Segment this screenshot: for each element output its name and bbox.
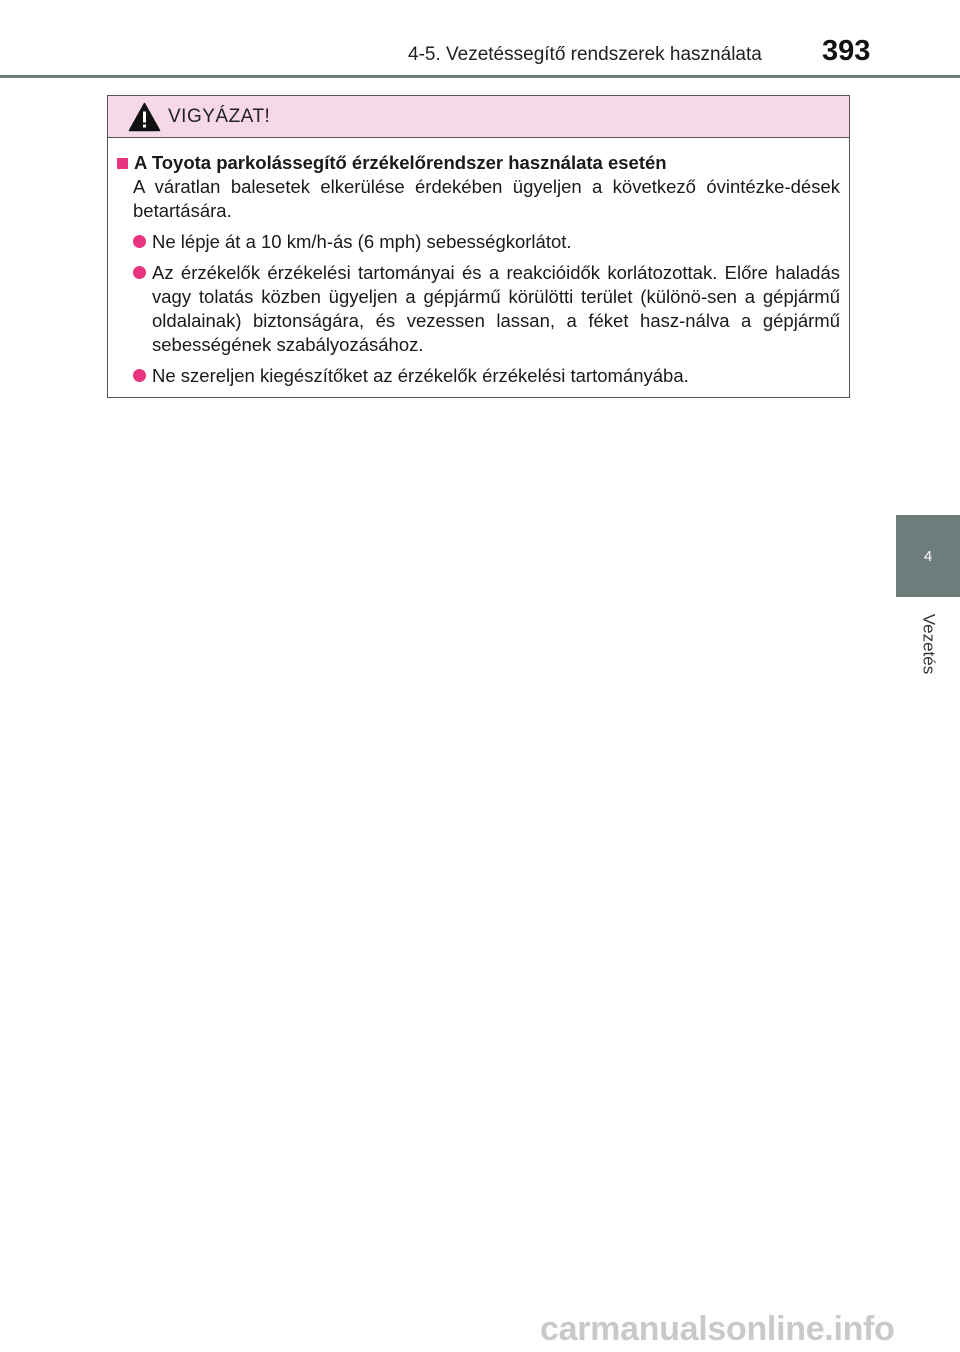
square-bullet-icon — [117, 158, 128, 169]
list-item-text: Ne lépje át a 10 km/h-ás (6 mph) sebességkorlátot. — [152, 231, 572, 252]
list-item-text: Ne szereljen kiegészítőket az érzékelők érzékelési tartományába. — [152, 365, 689, 386]
chapter-label-text: Vezetés — [919, 613, 938, 675]
header-rule — [0, 75, 960, 78]
list-item — [133, 364, 840, 388]
caution-header — [108, 96, 849, 138]
intro-paragraph: A váratlan balesetek elkerülése érdekében ügyeljen a következő óvintézke-dések betartására. — [133, 176, 840, 221]
section-heading-text: A Toyota parkolássegítő érzékelőrendszer használata esetén — [134, 152, 667, 173]
section-title: 4-5. Vezetéssegítő rendszerek használata — [408, 44, 762, 65]
list-item-text: Az érzékelők érzékelési tartományai és a reakcióidők korlátozottak. Előre haladás vagy tolatás közben ügyeljen a gépjármű körülötti terület (különö-sen a gépjármű oldalainak) biztonságára, és vezessen lassan, a féket hasz-nálva a gépjármű sebességének szabályozásához. — [152, 262, 840, 355]
dot-bullet-icon — [133, 369, 146, 382]
caution-box — [107, 95, 850, 398]
dot-bullet-icon — [133, 266, 146, 279]
page-number: 393 — [822, 35, 871, 67]
list-item — [133, 261, 840, 357]
section-heading — [117, 151, 840, 175]
dot-bullet-icon — [133, 235, 146, 248]
caution-title: VIGYÁZAT! — [168, 105, 271, 127]
chapter-tab[interactable] — [896, 515, 960, 597]
chapter-label — [896, 604, 960, 684]
list-item — [133, 230, 840, 254]
caution-body — [108, 138, 849, 388]
warning-triangle-icon — [128, 102, 161, 132]
watermark: carmanualsonline.info — [540, 1310, 895, 1348]
chapter-number: 4 — [923, 547, 933, 565]
